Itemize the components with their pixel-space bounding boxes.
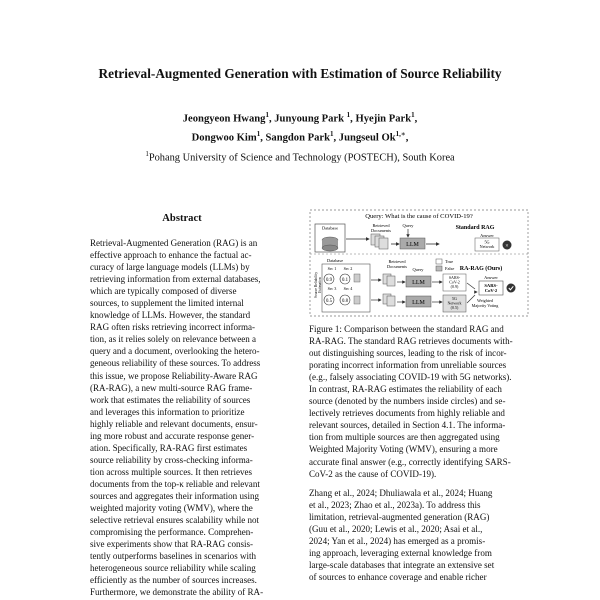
affiliation-text: Pohang University of Science and Technology (POSTECH), South Korea: [148, 152, 455, 164]
ra-rag-label: RA-RAG (Ours): [459, 266, 503, 272]
figure-caption: [309, 323, 529, 480]
llm-label-3: LLM: [412, 300, 425, 306]
body-text: [309, 487, 529, 583]
standard-rag-label: Standard RAG: [455, 225, 495, 231]
retrieved-docs-label-2: Retrieved Documents: [387, 259, 407, 269]
abstract-line: and leverages this information to prioritize: [90, 406, 245, 417]
final-answer: SARS-CoV-2: [484, 283, 498, 293]
author-sup: 1: [411, 111, 415, 119]
author-name: , Jungseul Ok: [333, 132, 396, 144]
llm-label-2: LLM: [412, 280, 425, 286]
cross-glyph: ×: [505, 243, 509, 250]
body-line: Zhang et al., 2024; Dhuliawala et al., 2024; Huang: [309, 488, 493, 498]
caption-line: CoV-2 as the cause of COVID-19).: [309, 468, 437, 479]
abstract-line: heterogeneous source reliability while scaling: [90, 563, 256, 574]
caption-line: source (denoted by the numbers inside circles) and se-: [309, 396, 506, 407]
query-label-2: Query: [412, 267, 424, 272]
body-line: (Guu et al., 2020; Lewis et al., 2020; Asai et al.,: [309, 524, 483, 535]
rel2: 0.1: [342, 278, 348, 283]
body-line: limitation, retrieval-augmented generation (RAG): [309, 512, 490, 523]
rel4: 0.8: [342, 299, 348, 304]
document-icon: [387, 276, 395, 286]
rel3: 0.5: [326, 299, 332, 304]
caption-line: out distinguishing sources, leading to the risk of incor-: [309, 348, 507, 359]
body-line: 2024; Yan et al., 2024) has emerged as a promis-: [309, 536, 486, 547]
author-name: Jeongyeon Hwang: [182, 113, 266, 125]
author-sup: 1: [346, 111, 351, 119]
author-sup: 1: [256, 129, 261, 138]
answer-5g: 5G Network: [479, 239, 495, 249]
caption-line: (e.g., falsely associating COVID-19 with 5G networks).: [309, 372, 512, 383]
src2-label: Src 2: [343, 266, 353, 271]
abstract-line: geneous reliability of these sources. To address: [90, 358, 261, 369]
author-name: , Sangdon Park: [260, 132, 330, 144]
llm-label: LLM: [406, 242, 419, 248]
src3-label: Src 3: [327, 286, 337, 291]
abstract-line: this issue, we propose Reliability-Aware RAG: [90, 370, 258, 381]
author-sup: 1: [265, 111, 269, 119]
abstract-line: retrieving information from external databases,: [90, 274, 261, 285]
response-2: 5G Network (0.5): [447, 296, 462, 310]
abstract-line: documents from the top-κ reliable and relevant: [90, 478, 260, 489]
abstract-line: which are typically composed of diverse: [90, 286, 237, 297]
abstract-line: curacy of large language models (LLMs) by: [90, 262, 250, 273]
document-icon: [387, 296, 395, 306]
arrow: [467, 295, 475, 303]
abstract-line: Furthermore, we demonstrate the ability of RA-: [90, 587, 264, 598]
correct-icon: [507, 284, 516, 293]
abstract-line: ation. Specifically, RA-RAG first estimates: [90, 442, 248, 453]
abstract-line: effective approach to enhance the factual ac-: [90, 250, 252, 261]
abstract-line: (RA-RAG), a new multi-source RAG frame-: [90, 382, 253, 393]
figure-1: [309, 207, 529, 319]
abstract-heading: Abstract: [162, 213, 202, 224]
author-sup: 1,∗: [395, 129, 406, 138]
abstract-line: query and a document, overlooking the hetero-: [90, 346, 260, 357]
arrow: [467, 283, 475, 289]
author-list: [0, 108, 600, 145]
abstract-line: work that estimates the reliability of sources: [90, 394, 251, 405]
wmv-label: Weighted Majority Voting: [471, 298, 499, 308]
document-icon: [354, 274, 360, 282]
paper-title: Retrieval-Augmented Generation with Estimation of Source Reliability: [98, 66, 502, 81]
abstract-line: tently outperforms baselines in scenarios with: [90, 551, 257, 562]
abstract-line: weighted majority voting (WMV), where the: [90, 503, 253, 514]
abstract-line: source reliability by cross-checking informa-: [90, 454, 253, 465]
src4-label: Src 4: [343, 286, 353, 291]
author-name: , Hyejin Park: [350, 113, 412, 125]
true-label: True: [445, 259, 454, 264]
authors-line-1: [0, 108, 600, 127]
body-line: et al., 2023; Zhao et al., 2023a). To address this: [309, 500, 481, 511]
author-name: , Junyoung Park: [268, 113, 347, 125]
answer-label: Answer: [480, 233, 494, 238]
abstract-line: knowledge of LLMs. However, the standard: [90, 310, 251, 321]
response-1: SARS-CoV-2 (0.9): [448, 275, 461, 289]
body-line: ing approach, leveraging external knowledge from: [309, 548, 492, 559]
false-label: False: [445, 266, 455, 271]
figure-diagram: [309, 207, 529, 319]
body-line: large-scale databases that integrate an extensive set: [309, 560, 495, 571]
abstract-line: RAG often risks retrieving incorrect informa-: [90, 322, 256, 333]
database-icon-base: [322, 245, 338, 251]
abstract-line: sources, to supplement the limited internal: [90, 298, 244, 309]
caption-line: lectively retrieves documents from highly reliable and: [309, 408, 505, 419]
document-icon: [379, 238, 388, 249]
affiliation-sup: 1: [145, 150, 149, 158]
false-legend-swatch: [436, 266, 442, 271]
affiliation: [0, 150, 600, 163]
caption-line: Figure 1: Comparison between the standard RAG and: [309, 324, 504, 334]
document-icon: [354, 296, 360, 304]
answer-label-2: Answer: [484, 275, 498, 280]
query-label: Query: [402, 223, 414, 228]
author-sup: 1: [329, 129, 334, 138]
authors-line-2: [0, 127, 600, 146]
abstract-line: tion across multiple sources. It then retrieves: [90, 466, 253, 477]
caption-line: In contrast, RA-RAG estimates the reliability of each: [309, 384, 502, 395]
true-legend-swatch: [436, 259, 442, 264]
abstract-line: tion, as it relies solely on relevance between a: [90, 334, 257, 345]
abstract-text: [90, 237, 274, 598]
retrieved-docs-label: Retrieved Documents: [371, 223, 391, 233]
abstract-line: ing more robust and accurate response gener-: [90, 430, 255, 441]
abstract-line: Retrieval-Augmented Generation (RAG) is an: [90, 238, 258, 248]
author-name: Dongwoo Kim: [191, 132, 257, 144]
caption-line: RA-RAG. The standard RAG retrieves documents with-: [309, 336, 513, 347]
body-line: of sources to enhance coverage and enable richer: [309, 572, 487, 583]
caption-line: porating incorrect information from unreliable sources: [309, 360, 507, 371]
source-reliability-label: Source ReliabilityEstimation: [314, 271, 322, 299]
database-label-2: Database: [326, 258, 344, 263]
caption-line: accurate final answer (e.g., correctly identifying SARS-: [309, 456, 511, 467]
caption-line: tion from multiple sources are then aggregated using: [309, 432, 500, 443]
abstract-line: highly reliable and relevant documents, ensur-: [90, 418, 258, 429]
src1-label: Src 1: [327, 266, 337, 271]
author-sep: ,: [405, 132, 409, 144]
figure-query: Query: What is the cause of COVID-19?: [365, 213, 473, 220]
abstract-line: sive experiments show that RA-RAG consis-: [90, 539, 254, 550]
abstract-line: selective retrieval ensures scalability while not: [90, 515, 260, 526]
author-sep: ,: [414, 113, 418, 125]
rel1: 0.9: [326, 278, 332, 283]
caption-line: relevant sources, detailed in Section 4.1. The informa-: [309, 420, 506, 431]
caption-line: Weighted Majority Voting (WMV), ensuring a more: [309, 444, 498, 455]
abstract-line: compromising the performance. Comprehen-: [90, 527, 254, 538]
abstract-line: efficiently as the number of sources increases.: [90, 575, 257, 586]
abstract-line: sources and aggregates their information using: [90, 490, 260, 501]
database-label: Database: [321, 225, 339, 231]
